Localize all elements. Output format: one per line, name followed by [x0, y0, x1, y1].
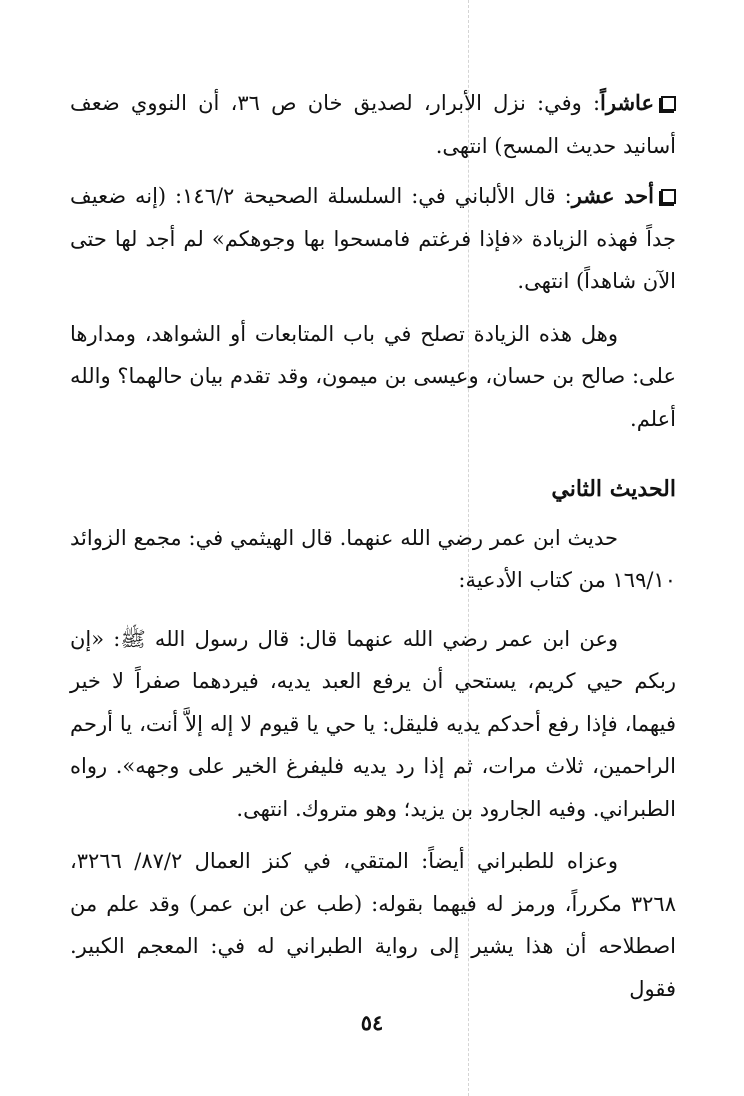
hadith-paragraph: وعن ابن عمر رضي الله عنهما قال: قال رسول الله ﷺ: «إن ربكم حيي كريم، يستحي أن يرفع العبد يديه، فيردهما صفراً لا خير فيهما، فإذا رفع أحدكم يديه فليقل: يا حي يا قيوم لا إله إلاَّ أنت، يا أرحم الراحمين، ثلاث مرات، ثم إذا رد يديه فليفرغ الخير على وجهه». رواه الطبراني. وفيه الجارود بن يزيد؛ وهو متروك. انتهى.	[70, 626, 676, 821]
item-eleven-text: : قال الألباني في: السلسلة الصحيحة ١٤٦/٢: (إنه ضعيف جداً فهذه الزيادة «فإذا فرغتم فامسحوا بها وجوهكم» لم أجد لها حتى الآن شاهداً) انتهى.	[70, 184, 676, 293]
checkbox-bullet-icon	[661, 189, 676, 204]
item-eleven-paragraph	[70, 175, 676, 303]
item-ten-title: عاشراً	[600, 90, 654, 115]
section-heading: الحديث الثاني	[551, 476, 676, 502]
question-paragraph: وهل هذه الزيادة تصلح في باب المتابعات أو الشواهد، ومدارها على: صالح بن حسان، وعيسى بن ميمون، وقد تقدم بيان حالهما؟ والله أعلم.	[70, 321, 676, 431]
intro-paragraph: حديث ابن عمر رضي الله عنهما. قال الهيثمي في: مجمع الزوائد ١٦٩/١٠ من كتاب الأدعية:	[70, 525, 676, 592]
attribution-paragraph: وعزاه للطبراني أيضاً: المتقي، في كنز العمال ٨٧/٢/ ٣٢٦٦، ٣٢٦٨ مكرراً، ورمز له فيهما بقوله: (طب عن ابن عمر) وقد علم من اصطلاحه أن هذا يشير إلى رواية الطبراني له في: المعجم الكبير. فقول	[70, 849, 676, 1001]
item-eleven-title: أحد عشر	[571, 183, 654, 208]
checkbox-bullet-icon	[661, 96, 676, 111]
page-body	[70, 82, 676, 1010]
page-number: ٥٤	[360, 1010, 384, 1035]
item-ten-paragraph	[70, 82, 676, 167]
item-ten-text: : وفي: نزل الأبرار، لصديق خان ص ٣٦، أن النووي ضعف أسانيد حديث المسح) انتهى.	[70, 91, 676, 158]
